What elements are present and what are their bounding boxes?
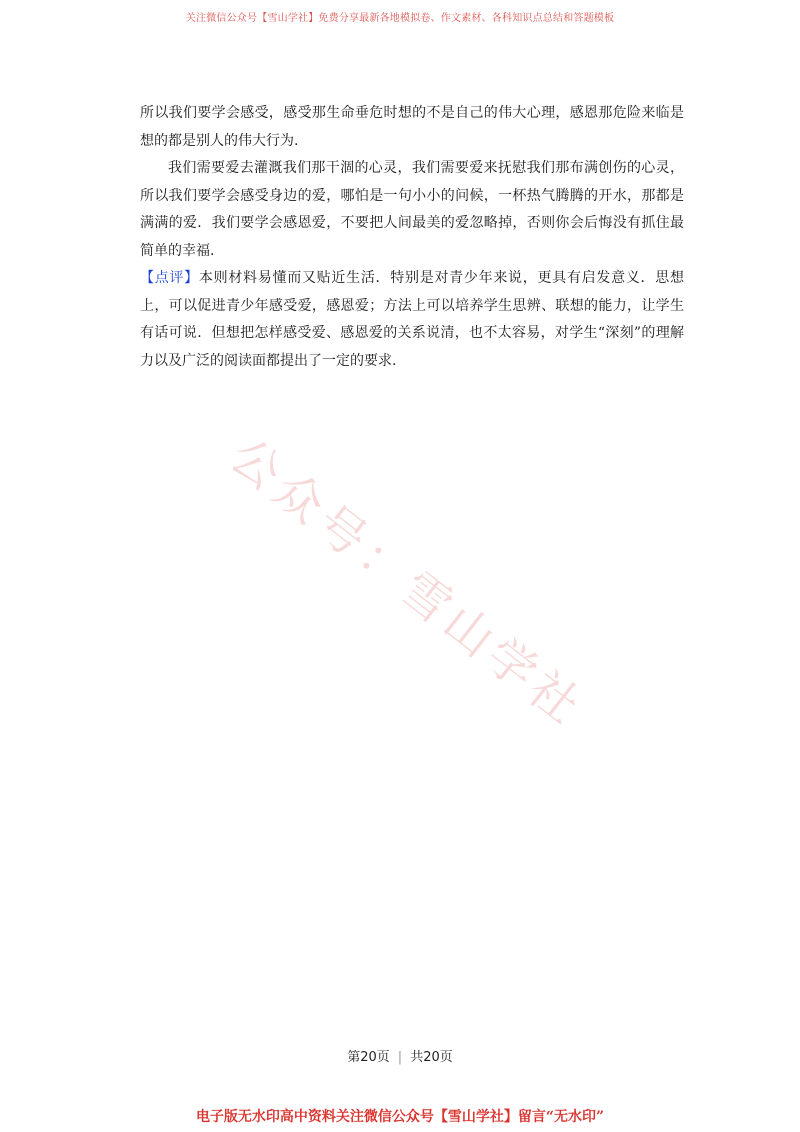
current-page: 第20页 — [347, 1050, 390, 1065]
page-separator: | — [397, 1050, 403, 1065]
watermark: 公众号：雪山学社 — [219, 427, 595, 739]
comment-tag: 【点评】 — [140, 270, 199, 286]
header-banner: 关注微信公众号【雪山学社】免费分享最新各地模拟卷、作文素材、各科知识点总结和答题模板 — [185, 13, 615, 24]
footer-banner: 电子版无水印高中资料关注微信公众号【雪山学社】留言“无水印” — [195, 1109, 605, 1125]
total-pages: 共20页 — [410, 1050, 453, 1065]
comment-paragraph — [140, 265, 684, 375]
comment-text: 本则材料易懂而又贴近生活．特别是对青少年来说，更具有启发意义．思想上，可以促进青少年感受爱，感恩爱；方法上可以培养学生思辨、联想的能力，让学生有话可说．但想把怎样感受爱、感恩爱的关系说清，也不太容易，对学生“深刻”的理解力以及广泛的阅读面都提出了一定的要求. — [140, 270, 684, 369]
page-number — [0, 1046, 800, 1065]
paragraph-1: 所以我们要学会感受，感受那生命垂危时想的不是自己的伟大心理，感恩那危险来临是想的都是别人的伟大行为. — [140, 105, 684, 149]
document-body — [140, 100, 684, 375]
paragraph-2: 我们需要爱去灌溉我们那干涸的心灵，我们需要爱来抚慰我们那布满创伤的心灵，所以我们要学会感受身边的爱，哪怕是一句小小的问候，一杯热气腾腾的开水，那都是满满的爱．我们要学会感恩爱，不要把人间最美的爱忽略掉，否则你会后悔没有抓住最简单的幸福. — [140, 160, 684, 259]
